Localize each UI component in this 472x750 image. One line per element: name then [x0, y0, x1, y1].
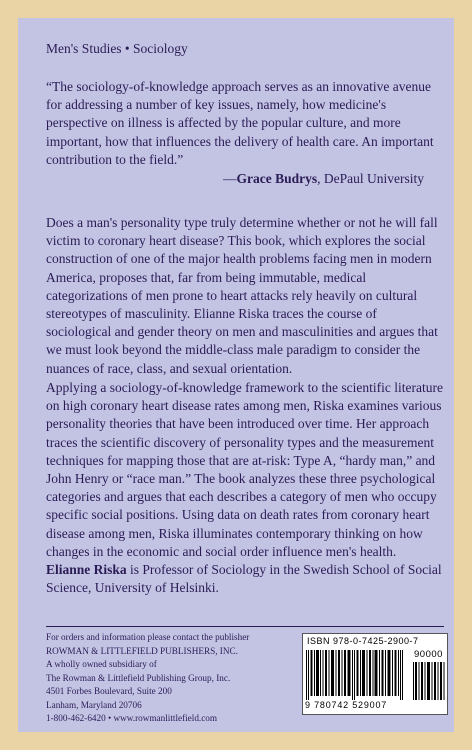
- publisher-info: [46, 631, 286, 726]
- endorsement-attribution: [223, 171, 424, 187]
- publisher-line: 4501 Forbes Boulevard, Suite 200: [46, 686, 172, 696]
- author-name: Elianne Riska: [46, 562, 127, 577]
- endorsement-author: Grace Budrys: [236, 171, 318, 186]
- publisher-line: Lanham, Maryland 20706: [46, 699, 142, 710]
- endorsement-quote: “The sociology-of-knowledge approach serves as an innovative avenue for addressing a number of key issues, namely, how medicine's perspective on illness is affected by the popular culture, and more important, how that influences the delivery of health care. An important contribution to the field.”: [46, 79, 434, 167]
- ean-digits: 9 780742 529007: [305, 700, 388, 710]
- description-paragraph-1: Does a man's personality type truly determine whether or not he will fall victim to coronary heart disease? This book, which explores the social construction of one of the major health problems facing men in modern America, proposes that, far from being immutable, medical categorizations of men prone to heart attacks rely heavily on cultural stereotypes of masculinity. Elianne Riska traces the course of sociological and gender theory on men and masculinities and argues that we must look beyond the middle-class male paradigm to consider the nuances of race, class, and sexual orientation.: [46, 215, 438, 376]
- publisher-line: The Rowman & Littlefield Publishing Group, Inc.: [46, 672, 231, 683]
- isbn-number: ISBN 978-0-7425-2900-7: [307, 636, 419, 646]
- back-cover-panel: [18, 18, 454, 732]
- description-paragraph-2: Applying a sociology-of-knowledge framework to the scientific literature on high coronary heart disease rates among men, Riska examines various personality theories that have been introduced over time. Her approach traces the scientific discovery of personality types and the measurement techniques for mapping those that are at-risk: Type A, “hardy man,” and John Henry or “race man.” The book analyzes these three psychological categories and argues that each describes a category of men who occupy specific social positions. Using data on death rates from coronary heart disease among men, Riska illuminates contemporary thinking on how changes in the economic and social order influence men's health.: [46, 380, 443, 559]
- addon-barcode-bars: [413, 662, 445, 700]
- isbn-barcode: [302, 633, 448, 715]
- publisher-line: For orders and information please contact the publisher: [46, 632, 250, 642]
- publisher-line: 1-800-462-6420 • www.rowmanlittlefield.com: [46, 713, 218, 723]
- publisher-line: A wholly owned subsidiary of: [46, 659, 157, 669]
- author-bio-text: is Professor of Sociology in the Swedish School of Social Science, University of Helsinki.: [46, 562, 442, 596]
- publisher-line: ROWMAN & LITTLEFIELD PUBLISHERS, INC.: [46, 645, 238, 656]
- ean-barcode-bars: [306, 650, 406, 700]
- category-label: Men's Studies • Sociology: [46, 41, 188, 56]
- attribution-dash: —: [223, 171, 237, 186]
- price-code: 90000: [414, 649, 443, 660]
- endorsement-affiliation: , DePaul University: [317, 171, 424, 186]
- author-bio: [46, 561, 444, 597]
- divider-rule: [46, 626, 444, 627]
